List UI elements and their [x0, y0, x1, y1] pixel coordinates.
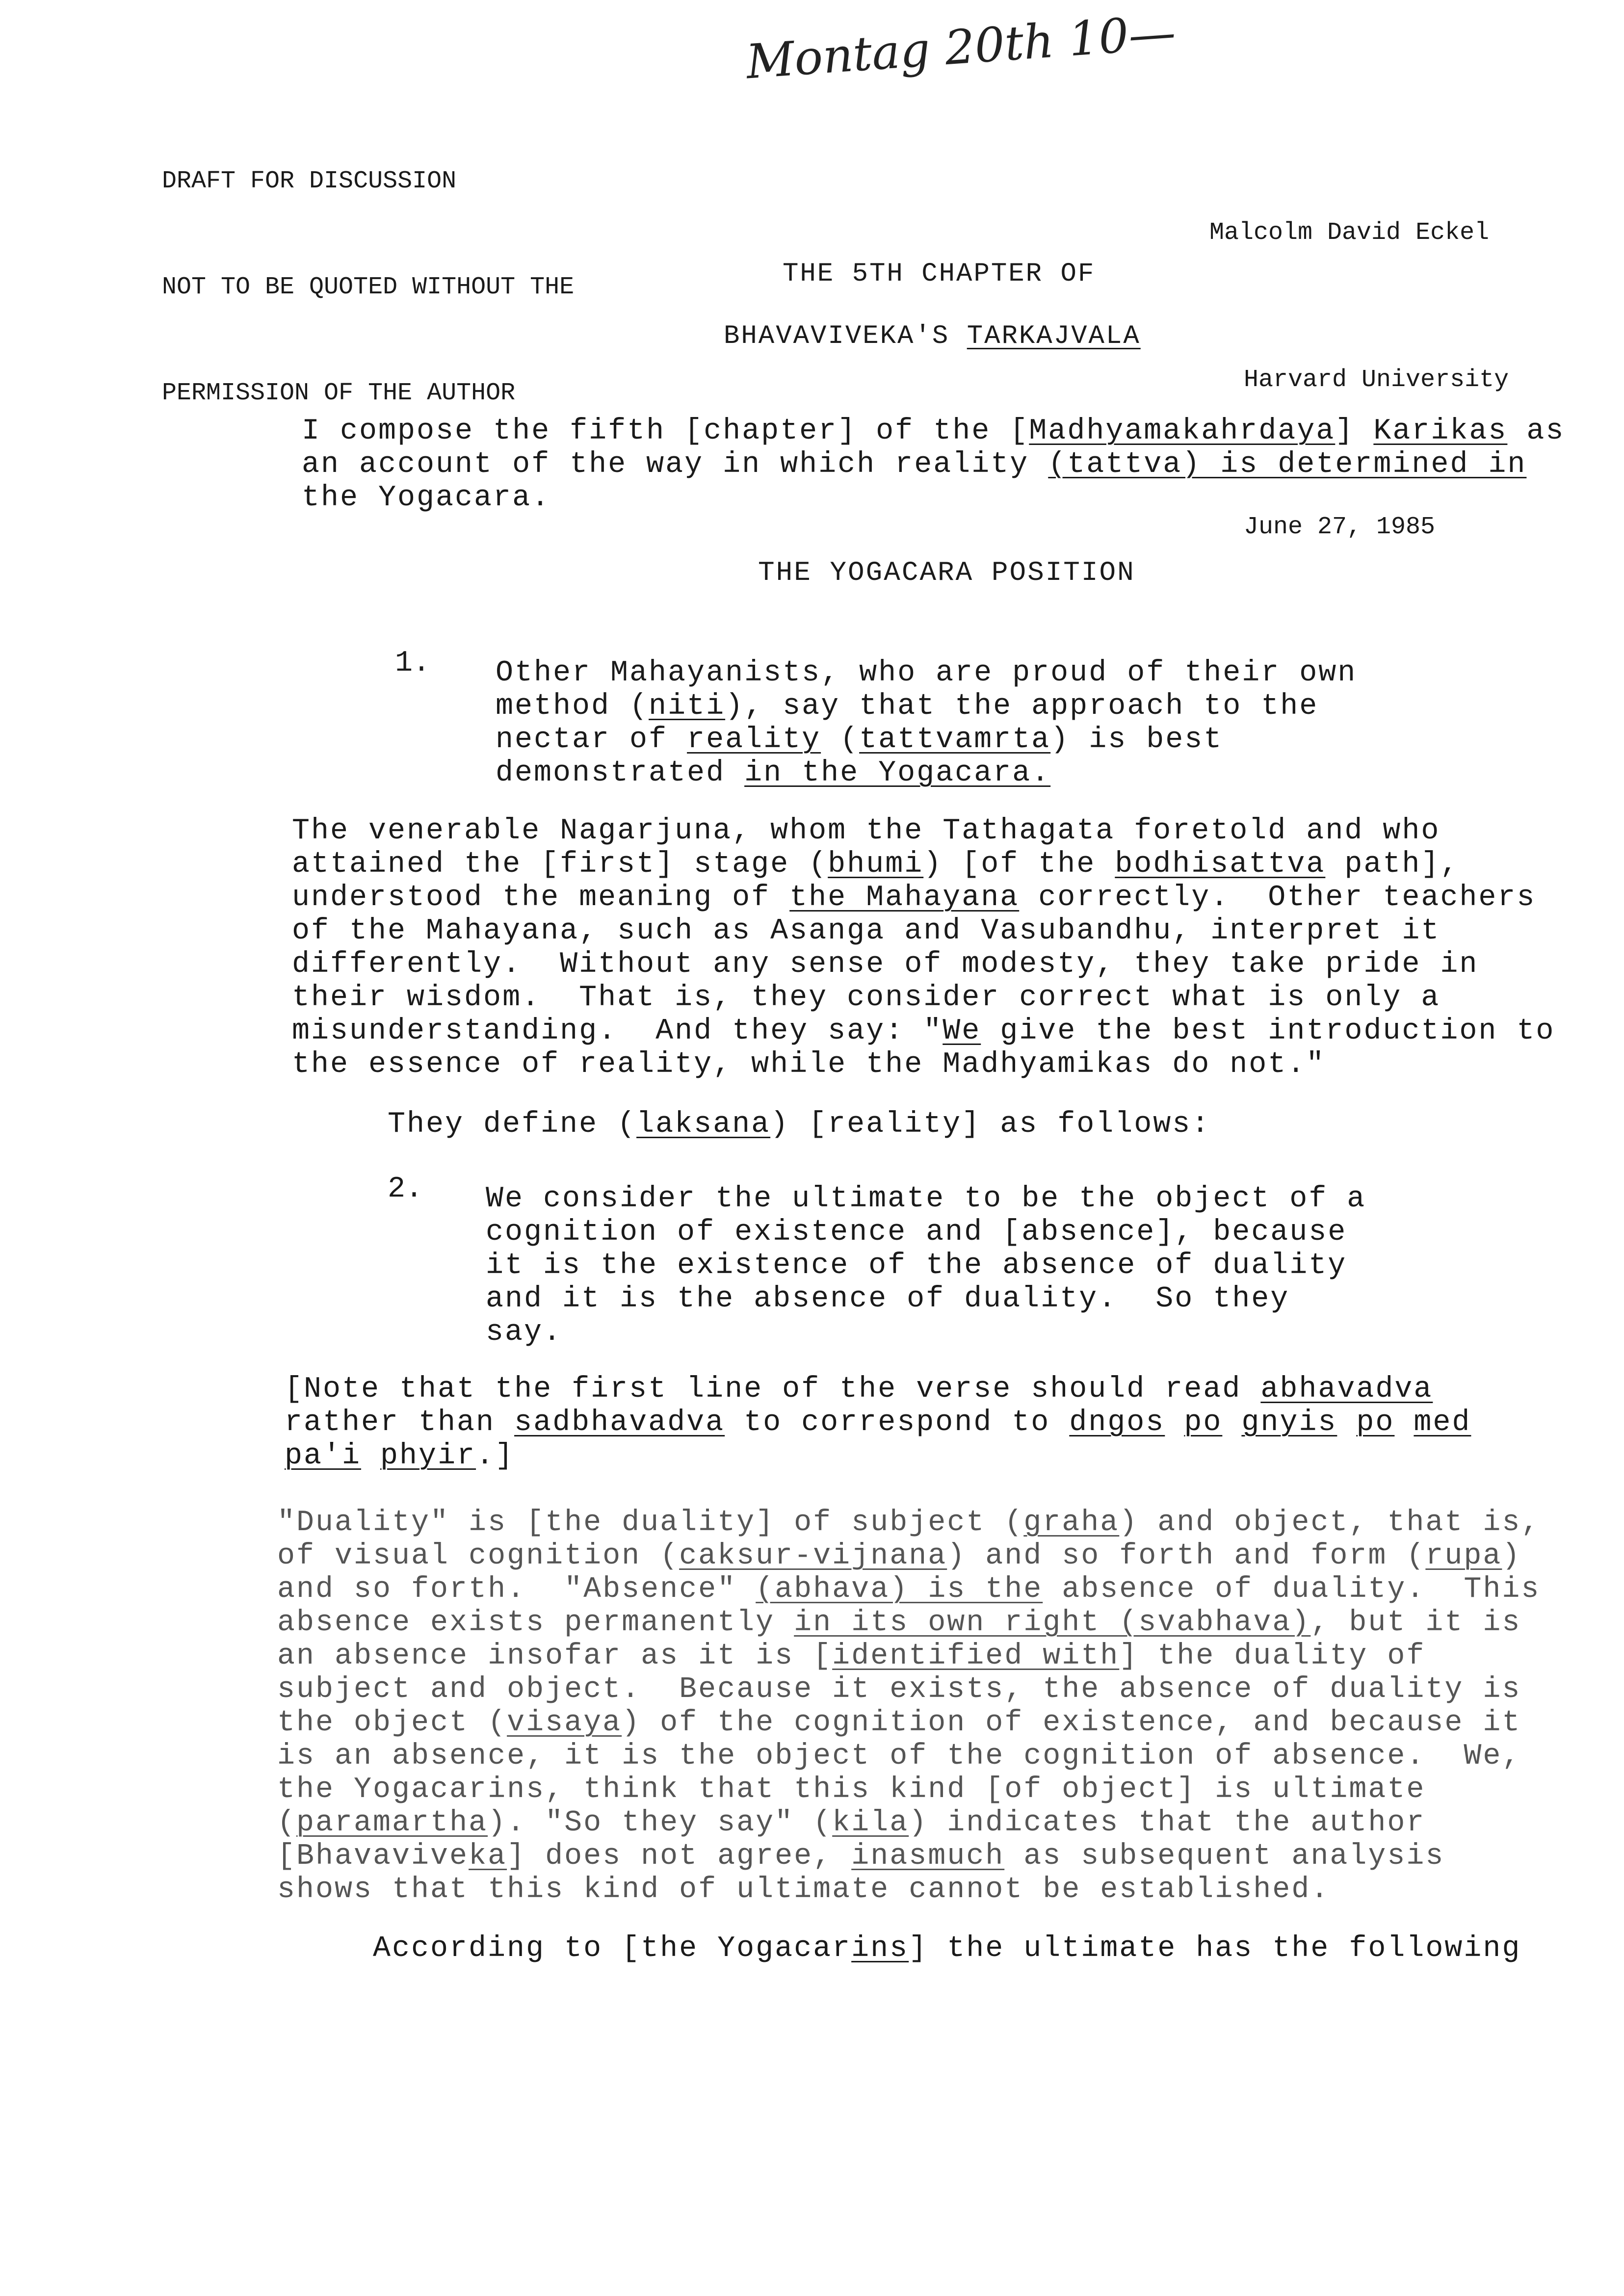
text-line — [292, 1015, 1555, 1048]
text-segment: I compose the fifth [chapter] of the [ — [302, 415, 1029, 448]
text-segment: The venerable Nagarjuna, whom the Tathagata foretold and who — [292, 814, 1441, 848]
author-block — [1209, 110, 1509, 601]
draft-notice-line: DRAFT FOR DISCUSSION — [162, 167, 457, 195]
text-segment: ) and object, that is, — [1119, 1506, 1541, 1539]
text-line — [486, 1182, 1366, 1216]
text-segment: understood the meaning of — [292, 881, 790, 914]
text-segment: "Duality" is [the duality] of subject ( — [277, 1506, 1024, 1539]
section-heading: THE YOGACARA POSITION — [758, 557, 1135, 588]
underlined-term: niti — [649, 690, 726, 723]
underlined-term: tattvamrta — [859, 723, 1051, 757]
text-line — [277, 1806, 1540, 1840]
underlined-term: bhumi — [828, 848, 924, 881]
text-segment: the Yogacarins, think that this kind [of object] is ultimate — [277, 1773, 1426, 1806]
underlined-term: identified with — [832, 1640, 1120, 1673]
text-segment: ( — [821, 723, 860, 757]
underlined-term: Madhyamakahrdaya — [1029, 415, 1336, 448]
underlined-term: sadbhavadva — [514, 1406, 725, 1439]
text-line — [277, 1640, 1540, 1673]
text-line — [292, 914, 1555, 948]
text-segment — [1165, 1406, 1184, 1439]
text-segment: ) and so forth and form ( — [947, 1539, 1426, 1573]
text-segment: Other Mahayanists, who are proud of their own — [496, 656, 1357, 690]
text-line — [277, 1506, 1540, 1539]
text-line — [292, 814, 1555, 848]
text-line — [486, 1316, 1366, 1349]
text-segment — [361, 1439, 380, 1473]
text-line — [486, 1216, 1366, 1249]
text-segment: and so forth. "Absence" — [277, 1573, 756, 1606]
author-institution: Harvard University — [1244, 366, 1509, 394]
title-author: BHAVAVIVEKA'S — [724, 321, 967, 351]
underlined-term: (tattva) is determined in — [1048, 448, 1527, 481]
text-segment — [1337, 1406, 1356, 1439]
text-line — [292, 1048, 1555, 1081]
text-line — [486, 1249, 1366, 1282]
intro-paragraph — [302, 415, 1565, 515]
text-segment: an absence insofar as it is [ — [277, 1640, 833, 1673]
verse-2-number: 2. — [388, 1173, 423, 1206]
underlined-term: med — [1414, 1406, 1471, 1439]
underlined-term: phyir — [380, 1439, 476, 1473]
text-segment: it is the existence of the absence of duality — [486, 1249, 1347, 1282]
text-segment: cognition of existence and [absence], because — [486, 1216, 1347, 1249]
text-line — [302, 448, 1565, 481]
underlined-term: Karikas — [1373, 415, 1508, 448]
underlined-term: pa'i — [285, 1439, 362, 1473]
text-segment: ( — [277, 1806, 297, 1840]
commentary-paragraph-1 — [292, 814, 1555, 1081]
text-segment: absence of duality. This — [1043, 1573, 1541, 1606]
translator-note — [285, 1373, 1471, 1473]
text-line — [285, 1439, 1471, 1473]
text-segment: the essence of reality, while the Madhyamikas do not." — [292, 1048, 1326, 1081]
text-segment: to correspond to — [725, 1406, 1070, 1439]
text-segment: and it is the absence of duality. So they — [486, 1282, 1290, 1316]
text-segment: is an absence, it is the object of the cognition of absence. We, — [277, 1740, 1521, 1773]
underlined-term: ka — [469, 1840, 507, 1873]
title-line-2 — [724, 321, 1141, 351]
text-segment: an account of the way in which reality — [302, 448, 1048, 481]
text-line — [285, 1406, 1471, 1439]
text-segment: ] the duality of — [1119, 1640, 1426, 1673]
author-name: Malcolm David Eckel — [1209, 219, 1490, 247]
text-segment: demonstrated — [496, 757, 745, 790]
underlined-term: bodhisattva — [1115, 848, 1326, 881]
text-segment: attained the [first] stage ( — [292, 848, 828, 881]
text-line — [496, 723, 1357, 757]
underlined-term: ins — [851, 1932, 909, 1965]
text-segment: shows that this kind of ultimate cannot be established. — [277, 1873, 1330, 1906]
underlined-term: caksur-vijnana — [679, 1539, 947, 1573]
text-segment: ] does not agree, — [507, 1840, 852, 1873]
text-segment: correctly. Other teachers — [1019, 881, 1536, 914]
text-line — [302, 481, 1565, 515]
text-segment: say. — [486, 1316, 563, 1349]
text-line — [277, 1539, 1540, 1573]
text-segment: of the Mahayana, such as Asanga and Vasubandhu, interpret it — [292, 914, 1441, 948]
verse-1-number: 1. — [395, 647, 431, 680]
text-segment: ) of the cognition of existence, and because it — [622, 1706, 1521, 1740]
text-segment: ) — [1502, 1539, 1521, 1573]
text-line — [292, 948, 1555, 981]
text-line — [302, 415, 1565, 448]
underlined-term: rupa — [1425, 1539, 1502, 1573]
verse-2 — [486, 1182, 1366, 1349]
text-line — [277, 1673, 1540, 1706]
title-work: TARKAJVALA — [967, 321, 1141, 351]
text-segment: as subsequent analysis — [1004, 1840, 1445, 1873]
text-segment: We consider the ultimate to be the object of a — [486, 1182, 1366, 1216]
text-segment — [1394, 1406, 1414, 1439]
text-segment: [Note that the first line of the verse should read — [285, 1373, 1261, 1406]
text-segment: ) indicates that the author — [909, 1806, 1426, 1840]
text-segment: [Bhavavive — [277, 1840, 469, 1873]
text-segment: ] the ultimate has the following — [909, 1932, 1521, 1965]
text-segment: their wisdom. That is, they consider correct what is only a — [292, 981, 1441, 1015]
underlined-term: laksana — [636, 1108, 771, 1141]
text-segment: , but it is — [1310, 1606, 1521, 1640]
text-line — [496, 656, 1357, 690]
text-segment: They define ( — [388, 1108, 637, 1141]
text-segment: According to [the Yogacar — [373, 1932, 852, 1965]
verse-1 — [496, 656, 1357, 790]
text-line — [496, 757, 1357, 790]
underlined-term: po — [1356, 1406, 1395, 1439]
text-segment — [1222, 1406, 1241, 1439]
text-line — [277, 1740, 1540, 1773]
handwritten-annotation: Montag 20th 10— — [744, 4, 1178, 90]
underlined-term: gnyis — [1241, 1406, 1337, 1439]
commentary-paragraph-2 — [277, 1506, 1540, 1906]
draft-notice — [162, 93, 574, 446]
underlined-term: paramartha — [296, 1806, 488, 1840]
underlined-term: po — [1184, 1406, 1223, 1439]
text-line — [277, 1840, 1540, 1873]
text-segment: of visual cognition ( — [277, 1539, 680, 1573]
text-segment: ), say that the approach to the — [725, 690, 1319, 723]
text-segment: absence exists permanently — [277, 1606, 794, 1640]
text-segment: subject and object. Because it exists, the absence of duality is — [277, 1673, 1521, 1706]
text-segment: as — [1507, 415, 1565, 448]
commentary-paragraph-3 — [373, 1932, 1521, 1965]
text-segment: nectar of — [496, 723, 687, 757]
underlined-term: inasmuch — [851, 1840, 1005, 1873]
underlined-term: kila — [832, 1806, 909, 1840]
text-segment: rather than — [285, 1406, 515, 1439]
text-line — [292, 981, 1555, 1015]
underlined-term: We — [943, 1015, 981, 1048]
text-segment: ] — [1335, 415, 1374, 448]
draft-notice-line: NOT TO BE QUOTED WITHOUT THE — [162, 273, 575, 301]
underlined-term: in its own right (svabhava) — [794, 1606, 1311, 1640]
title-line-1: THE 5TH CHAPTER OF — [783, 259, 1096, 289]
text-line — [277, 1606, 1540, 1640]
text-line — [277, 1873, 1540, 1906]
text-segment: method ( — [496, 690, 649, 723]
text-line — [277, 1706, 1540, 1740]
definition-line — [388, 1108, 1210, 1141]
text-segment: .] — [476, 1439, 515, 1473]
underlined-term: abhavadva — [1260, 1373, 1433, 1406]
text-line — [277, 1773, 1540, 1806]
text-segment: ). "So they say" ( — [488, 1806, 833, 1840]
underlined-term: (abhava) is the — [756, 1573, 1043, 1606]
text-segment: give the best introduction to — [981, 1015, 1555, 1048]
text-line — [496, 690, 1357, 723]
text-segment: differently. Without any sense of modesty, they take pride in — [292, 948, 1479, 981]
underlined-term: the Mahayana — [789, 881, 1020, 914]
text-segment: the Yogacara. — [302, 481, 551, 515]
text-segment: ) [reality] as follows: — [770, 1108, 1211, 1141]
text-segment: the object ( — [277, 1706, 507, 1740]
underlined-term: in the Yogacara. — [744, 757, 1051, 790]
text-segment: ) is best — [1050, 723, 1223, 757]
underlined-term: graha — [1023, 1506, 1120, 1539]
text-line — [285, 1373, 1471, 1406]
underlined-term: dngos — [1069, 1406, 1165, 1439]
text-line — [292, 881, 1555, 914]
underlined-term: visaya — [507, 1706, 622, 1740]
underlined-term: reality — [687, 723, 821, 757]
text-line — [277, 1573, 1540, 1606]
text-segment: ) [of the — [923, 848, 1115, 881]
text-segment: path], — [1325, 848, 1460, 881]
text-line — [292, 848, 1555, 881]
draft-notice-line: PERMISSION OF THE AUTHOR — [162, 379, 516, 407]
text-segment: misunderstanding. And they say: " — [292, 1015, 943, 1048]
text-line — [486, 1282, 1366, 1316]
document-date: June 27, 1985 — [1244, 513, 1436, 541]
